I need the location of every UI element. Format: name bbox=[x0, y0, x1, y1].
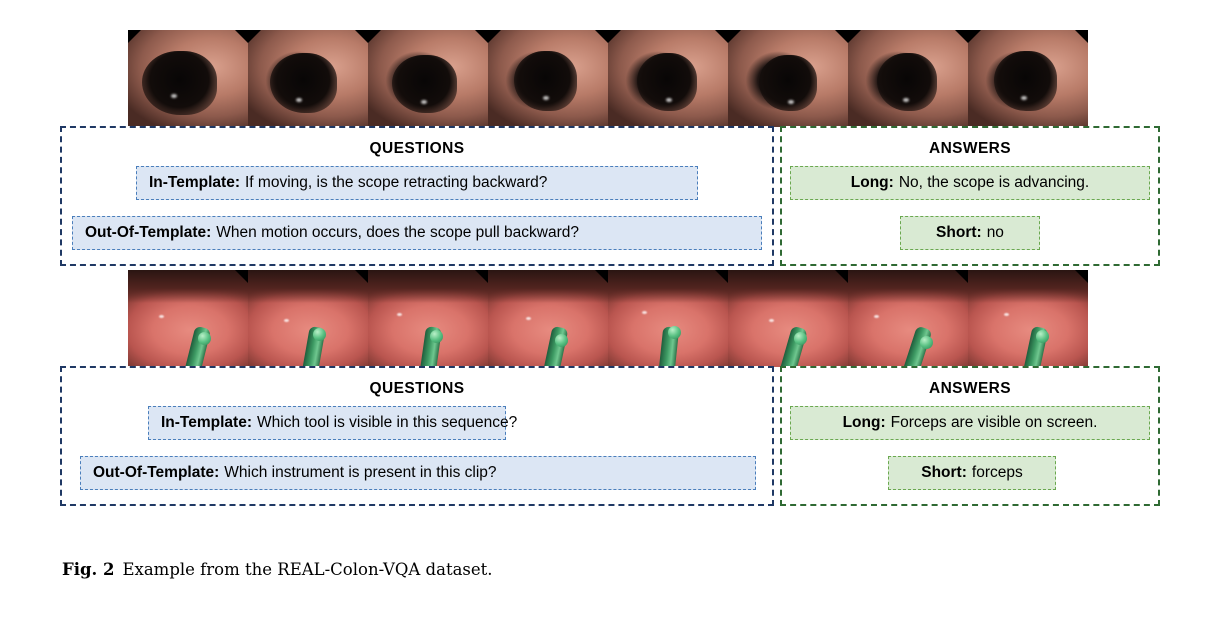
filmstrip-frame bbox=[728, 270, 848, 367]
filmstrip-frame bbox=[248, 30, 368, 127]
long-answer-text: Forceps are visible on screen. bbox=[890, 414, 1098, 431]
filmstrip-frame bbox=[488, 30, 608, 127]
filmstrip-frame bbox=[608, 270, 728, 367]
figure-caption bbox=[62, 560, 493, 579]
in-template-label: In-Template: bbox=[161, 414, 252, 431]
out-of-template-label: Out-Of-Template: bbox=[93, 464, 220, 481]
in-template-question-text: Which tool is visible in this sequence? bbox=[257, 414, 518, 431]
answers-panel-title: ANSWERS bbox=[928, 140, 1012, 157]
questions-panel-title: QUESTIONS bbox=[369, 140, 465, 157]
short-answer-1 bbox=[900, 216, 1040, 250]
long-answer-label: Long: bbox=[842, 414, 886, 431]
long-answer-label: Long: bbox=[850, 174, 894, 191]
out-of-template-question-2 bbox=[80, 456, 756, 490]
filmstrip-frame bbox=[128, 30, 248, 127]
short-answer-label: Short: bbox=[921, 464, 967, 481]
figure-caption-text: Example from the REAL-Colon-VQA dataset. bbox=[122, 560, 493, 579]
short-answer-2 bbox=[888, 456, 1056, 490]
filmstrip-frame bbox=[968, 30, 1088, 127]
filmstrip-frame bbox=[728, 30, 848, 127]
in-template-question-text: If moving, is the scope retracting backward? bbox=[245, 174, 548, 191]
filmstrip-frame bbox=[488, 270, 608, 367]
filmstrip-frame bbox=[128, 270, 248, 367]
filmstrip-frame bbox=[368, 30, 488, 127]
short-answer-text: forceps bbox=[971, 464, 1023, 481]
in-template-question-2 bbox=[148, 406, 518, 440]
in-template-question-1 bbox=[136, 166, 698, 200]
long-answer-text: No, the scope is advancing. bbox=[898, 174, 1090, 191]
answers-panel-title: ANSWERS bbox=[928, 380, 1012, 397]
in-template-label: In-Template: bbox=[149, 174, 240, 191]
long-answer-2 bbox=[790, 406, 1150, 440]
short-answer-label: Short: bbox=[936, 224, 982, 241]
filmstrip-frame bbox=[968, 270, 1088, 367]
filmstrip-frame bbox=[848, 30, 968, 127]
out-of-template-label: Out-Of-Template: bbox=[85, 224, 212, 241]
colonoscopy-forceps-filmstrip bbox=[128, 270, 1088, 367]
figure-label: Fig. 2 bbox=[62, 560, 115, 579]
out-of-template-question-1 bbox=[72, 216, 762, 250]
out-of-template-question-text: Which instrument is present in this clip? bbox=[224, 464, 497, 481]
long-answer-1 bbox=[790, 166, 1150, 200]
out-of-template-question-text: When motion occurs, does the scope pull backward? bbox=[216, 224, 580, 241]
short-answer-text: no bbox=[986, 224, 1004, 241]
filmstrip-frame bbox=[248, 270, 368, 367]
filmstrip-frame bbox=[608, 30, 728, 127]
colonoscopy-lumen-filmstrip bbox=[128, 30, 1088, 127]
filmstrip-frame bbox=[848, 270, 968, 367]
questions-panel-title: QUESTIONS bbox=[369, 380, 465, 397]
filmstrip-frame bbox=[368, 270, 488, 367]
